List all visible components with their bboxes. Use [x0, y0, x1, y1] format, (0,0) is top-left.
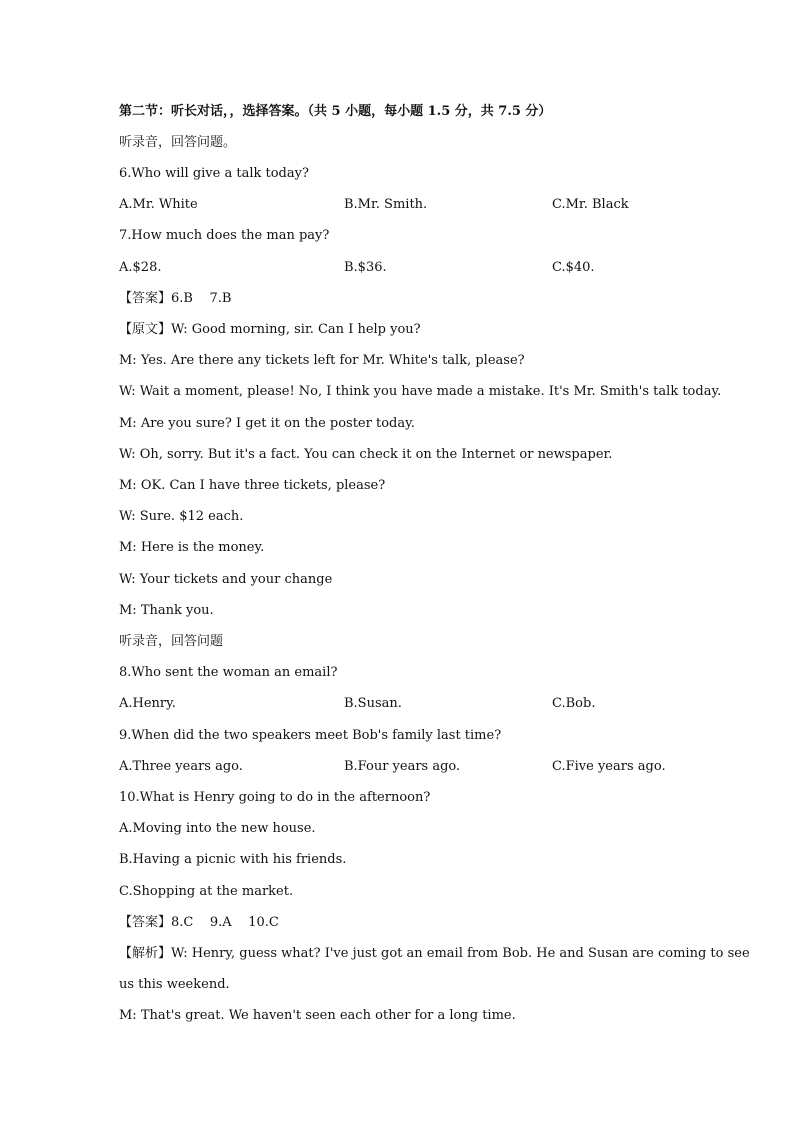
answer-value: 8.C 9.A 10.C [171, 915, 279, 930]
q7-option-c: C.$40. [552, 260, 595, 275]
q9-option-a: A.Three years ago. [119, 759, 243, 774]
q8-option-c: C.Bob. [552, 696, 596, 711]
q8-option-b: B.Susan. [344, 696, 402, 711]
transcript-line [119, 322, 421, 338]
q7-option-a: A.$28. [119, 260, 162, 275]
answer-label: 【答案】 [119, 291, 172, 306]
transcript-line: W: Oh, sorry. But it's a fact. You can check it on the Internet or newspaper. [119, 447, 613, 462]
q6-option-a: A.Mr. White [119, 197, 198, 212]
answer-line-2 [119, 915, 279, 931]
transcript-label: 【原文】 [119, 322, 172, 337]
answer-line-1 [119, 291, 231, 307]
transcript-line: W: Wait a moment, please! No, I think you have made a mistake. It's Mr. Smith's talk today. [119, 384, 722, 399]
analysis-text: W: Henry, guess what? I've just got an email from Bob. He and Susan are coming to see [171, 946, 750, 961]
transcript-line: W: Your tickets and your change [119, 572, 333, 587]
q10-option-b: B.Having a picnic with his friends. [119, 852, 347, 867]
instruction-text: 听录音，回答问题 [119, 634, 224, 649]
q7-option-b: B.$36. [344, 260, 387, 275]
transcript-line: M: Thank you. [119, 603, 214, 618]
q9-option-b: B.Four years ago. [344, 759, 461, 774]
question-8: 8.Who sent the woman an email? [119, 665, 338, 680]
analysis-line: M: That's great. We haven't seen each other for a long time. [119, 1008, 516, 1023]
analysis-label: 【解析】 [119, 946, 172, 961]
transcript-line: M: Yes. Are there any tickets left for Mr. White's talk, please? [119, 353, 525, 368]
transcript-line: M: Are you sure? I get it on the poster today. [119, 416, 415, 431]
transcript-line: M: Here is the money. [119, 540, 265, 555]
transcript-line: W: Sure. $12 each. [119, 509, 244, 524]
instruction-text: 听录音，回答问题。 [119, 135, 237, 150]
question-9: 9.When did the two speakers meet Bob's family last time? [119, 728, 502, 743]
q10-option-c: C.Shopping at the market. [119, 884, 294, 899]
q6-option-c: C.Mr. Black [552, 197, 629, 212]
q6-option-b: B.Mr. Smith. [344, 197, 428, 212]
q8-option-a: A.Henry. [119, 696, 176, 711]
transcript-line: M: OK. Can I have three tickets, please? [119, 478, 386, 493]
q10-option-a: A.Moving into the new house. [119, 821, 316, 836]
analysis-line [119, 946, 750, 962]
analysis-line: us this weekend. [119, 977, 230, 992]
question-10: 10.What is Henry going to do in the afternoon? [119, 790, 431, 805]
transcript-text: W: Good morning, sir. Can I help you? [171, 322, 421, 337]
question-7: 7.How much does the man pay? [119, 228, 330, 243]
answer-label: 【答案】 [119, 915, 172, 930]
section-heading: 第二节：听长对话，，选择答案。（共 5 小题，每小题 1.5 分，共 7.5 分） [119, 104, 552, 119]
question-6: 6.Who will give a talk today? [119, 166, 309, 181]
q9-option-c: C.Five years ago. [552, 759, 666, 774]
answer-value: 6.B 7.B [171, 291, 232, 306]
